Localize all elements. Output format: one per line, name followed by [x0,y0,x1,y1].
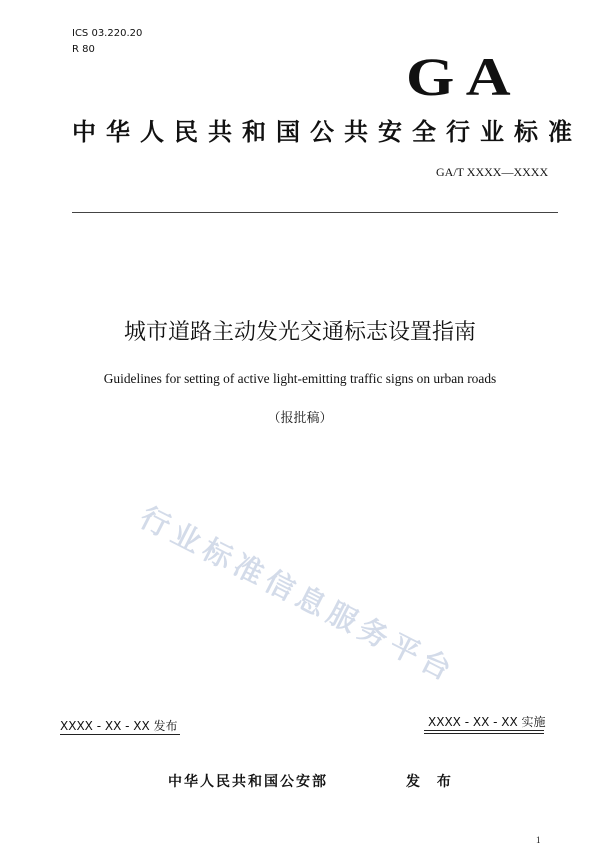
standard-number: GA/T XXXX—XXXX [436,165,549,179]
implementation-date-underline-double [424,733,544,734]
ics-code: ICS 03.220.20 [72,28,143,39]
publish-label: 发 布 [406,774,457,790]
issue-date: XXXX - XX - XX 发布 [60,719,178,733]
ga-logo: GA [406,47,523,107]
implementation-date: XXXX - XX - XX 实施 [428,715,546,729]
issuing-organization-heading: 中华人民共和国公共安全行业标准 [72,118,582,146]
watermark-text: 行业标准信息服务平台 [134,500,462,690]
draft-status: （报批稿） [267,411,333,426]
page-number: 1 [536,835,541,845]
document-title-english: Guidelines for setting of active light-emitting traffic signs on urban roads [103,371,497,386]
publisher-name: 中华人民共和国公安部 [168,774,328,790]
ccs-code: R 80 [72,44,95,55]
implementation-date-underline [424,730,544,731]
header-divider [72,212,558,213]
document-title-chinese: 城市道路主动发光交通标志设置指南 [123,320,476,345]
issue-date-underline [60,734,180,735]
